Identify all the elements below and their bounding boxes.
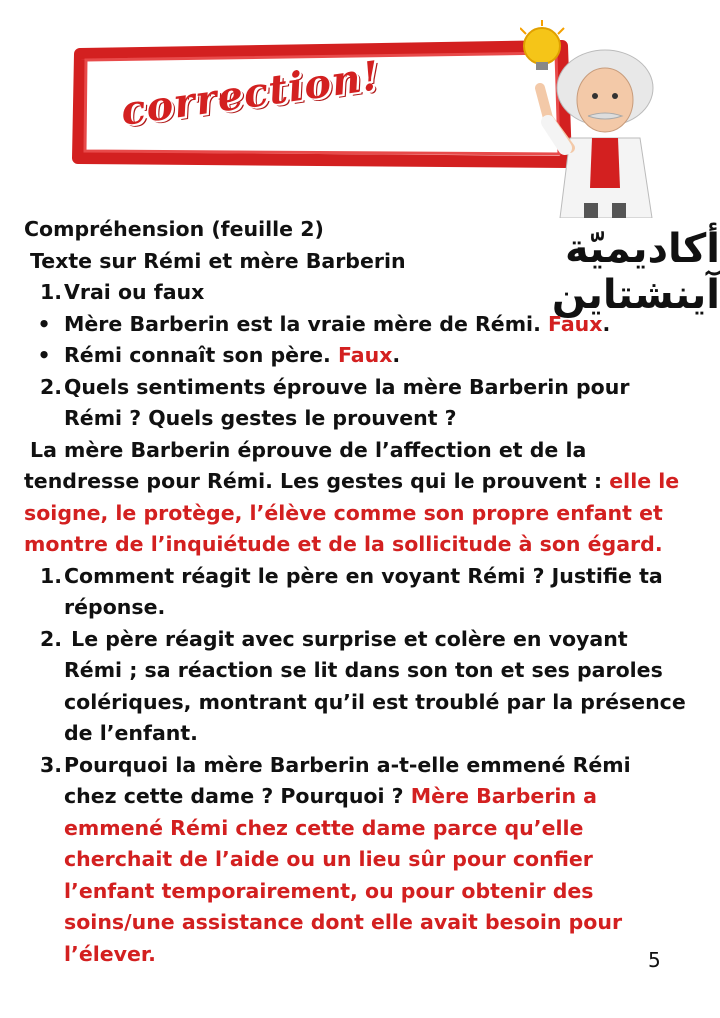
bullet-dot-icon: • [37,343,51,367]
bullet-answer: Faux [337,343,393,367]
question-number: 2. [39,626,62,651]
question-number: 3. [39,752,62,777]
page-number: 5 [648,948,661,972]
question-text: Pourquoi la mère Barberin a-t-elle emmené Rémi [64,752,631,777]
question-text: Quels sentiments éprouve la mère Barberin pour [64,374,630,399]
document-body [24,214,704,970]
question-4 [24,624,704,656]
question-text-cont: réponse. [64,595,166,619]
answer-line [24,466,704,498]
banner-title: correction! [117,52,383,135]
answer-line: l’élever. [64,941,156,966]
answer-text: tendresse pour Rémi. Les gestes qui le prouvent : [24,469,610,493]
answer-line: soigne, le protège, l’élève comme son propre enfant et [24,500,663,525]
question-1 [24,277,704,309]
answer-red-text: elle le [609,469,680,493]
answer-line: colériques, montrant qu’il est troublé par la présence [64,689,686,714]
bullet-end: . [392,343,401,367]
bullet-text: Rémi connaît son père. [64,343,338,367]
einstein-illustration [520,18,670,218]
question-text: Comment réagit le père en voyant Rémi ? Justifie ta [64,563,663,588]
bullet-answer: Faux [548,311,603,336]
question-text: Vrai ou faux [64,280,205,304]
section-heading: Compréhension (feuille 2) [24,217,324,241]
question-text: Le père réagit avec surprise et colère en voyant [71,626,628,651]
question-number: 2. [39,374,62,399]
answer-line: de l’enfant. [64,721,198,745]
text-heading: Texte sur Rémi et mère Barberin [30,248,406,273]
answer-line: emmené Rémi chez cette dame parce qu’elle [64,815,584,840]
answer-line: La mère Barberin éprouve de l’affection et de la [30,437,587,462]
bullet-dot-icon: • [37,311,51,336]
answer-line: l’enfant temporairement, ou pour obtenir des [64,878,594,903]
question-text: chez cette dame ? Pourquoi ? [64,784,411,808]
question-number: 1. [39,280,62,304]
question-text-cont: Rémi ? Quels gestes le prouvent ? [64,406,457,430]
question-text-cont [24,781,704,813]
academy-logo-text: أكاديميّة آينشتاين [551,226,720,318]
bullet-item [24,309,704,341]
answer-red-text: Mère Barberin a [410,784,598,808]
question-5 [24,750,704,782]
answer-line: soins/une assistance dont elle avait besoin pour [64,910,623,934]
answer-line: Rémi ; sa réaction se lit dans son ton et ses paroles [64,658,663,682]
answer-line: montre de l’inquiétude et de la sollicitude à son égard. [24,532,663,556]
answer-line: cherchait de l’aide ou un lieu sûr pour confier [64,847,593,871]
question-2 [24,372,704,404]
question-3 [24,561,704,593]
bullet-text: Mère Barberin est la vraie mère de Rémi. [64,311,549,336]
bullet-item [24,340,704,372]
question-number: 1. [39,563,62,588]
bullet-end: . [602,311,611,336]
